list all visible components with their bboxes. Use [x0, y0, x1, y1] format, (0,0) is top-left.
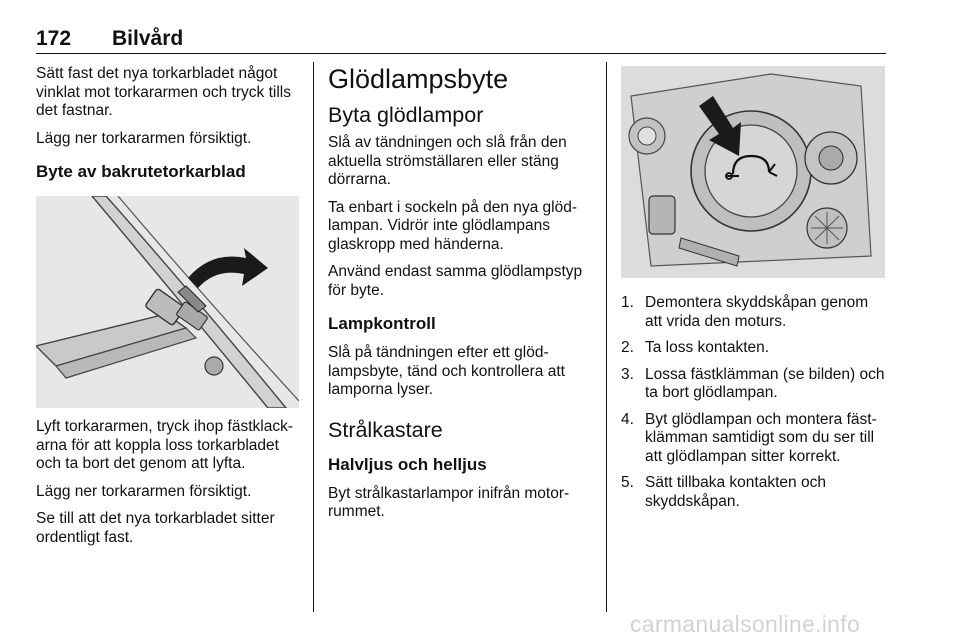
list-item: 4. Byt glödlampan och montera fäst-klämman samtidigt som du ser till att glödlampan sitter korrekt. [621, 410, 877, 465]
bulb-paragraph-3: Använd endast samma glödlampstyp för byte. [328, 263, 583, 299]
intro-paragraph-1: Sätt fast det nya torkarbladet något vinklat mot torkararmen och tryck tills det fastnar. [36, 65, 291, 119]
column-divider-2 [606, 62, 607, 612]
instruction-list [621, 294, 887, 511]
headlamp-bulb-illustration [621, 66, 885, 278]
bulb-change-subtitle: Byta glödlampor [328, 103, 484, 127]
page-header [36, 27, 886, 54]
page-number: 172 [36, 27, 72, 50]
bulb-change-title: Glödlampsbyte [328, 64, 509, 94]
column-middle [328, 64, 594, 531]
section-title: Bilvård [112, 27, 184, 50]
column-divider-1 [313, 62, 314, 612]
column-right [621, 66, 887, 519]
lamp-check-heading: Lampkontroll [328, 314, 436, 333]
bulb-paragraph-1: Slå av tändningen och slå från den aktuella strömställaren eller stäng dörrarna. [328, 134, 567, 188]
intro-paragraph-2: Lägg ner torkararmen försiktigt. [36, 129, 252, 147]
headlamp-title: Strålkastare [328, 417, 443, 442]
wiper-blade-illustration [36, 196, 299, 408]
remove-blade-paragraph: Lyft torkararmen, tryck ihop fästklack-arna för att koppla loss torkarbladet och ta bort det genom att lyfta. [36, 418, 293, 472]
low-high-beam-heading: Halvljus och helljus [328, 454, 487, 474]
rear-wiper-heading: Byte av bakrutetorkarblad [36, 162, 246, 181]
lamp-check-paragraph: Slå på tändningen efter ett glöd-lampsbyte, tänd och kontrollera att lamporna lyser. [328, 344, 565, 398]
low-high-beam-paragraph: Byt strålkastarlampor inifrån motor-rummet. [328, 484, 570, 520]
watermark: carmanualsonline.info [630, 611, 861, 637]
column-left [36, 65, 302, 556]
list-item: 3. Lossa fästklämman (se bilden) och ta bort glödlampan. [621, 365, 885, 401]
list-item: 2. Ta loss kontakten. [621, 339, 770, 356]
bulb-paragraph-2: Ta enbart i sockeln på den nya glöd-lampan. Vidrör inte glödlampans glaskropp med händerna. [328, 198, 578, 253]
lower-arm-paragraph: Lägg ner torkararmen försiktigt. [36, 482, 252, 500]
list-item: 1. Demontera skyddskåpan genom att vrida den moturs. [621, 294, 869, 330]
list-item: 5. Sätt tillbaka kontakten och skyddskåpan. [621, 474, 826, 510]
check-fit-paragraph: Se till att det nya torkarbladet sitter ordentligt fast. [36, 510, 275, 546]
